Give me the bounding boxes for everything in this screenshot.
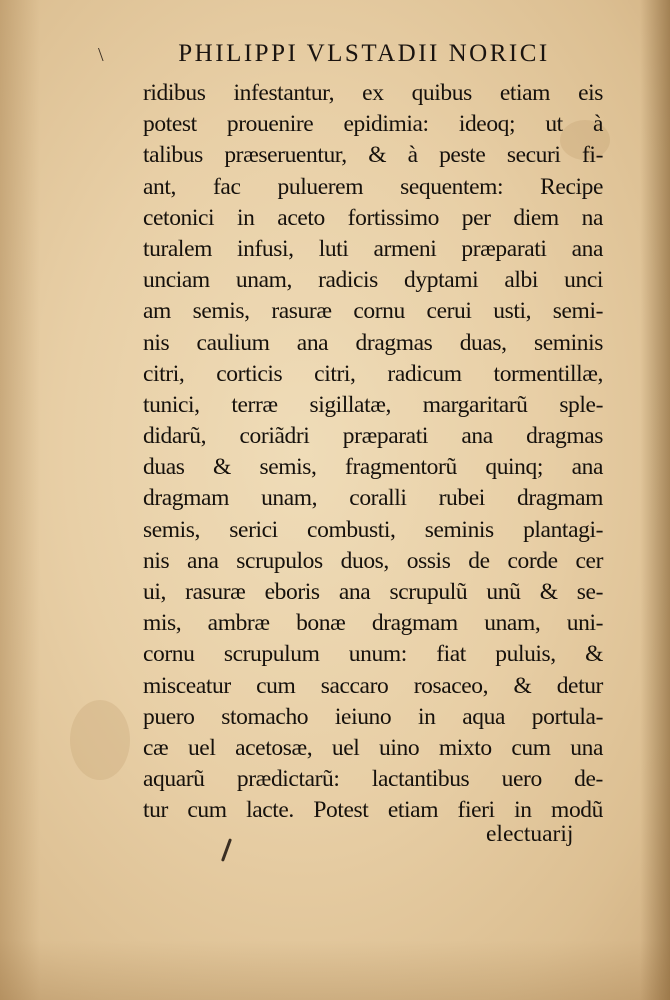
text-line: nis caulium ana dragmas duas, seminis [143,329,603,356]
text-line: duas & semis, fragmentorũ quinq; ana [143,454,603,481]
text-line: tur cum lacte. Potest etiam fieri in modũ [143,797,603,824]
text-line: potest prouenire epidimia: ideoq; ut à [143,111,603,138]
catchword: electuarij [486,821,574,847]
text-line: nis ana scrupulos duos, ossis de corde cer [143,547,603,574]
running-header: PHILIPPI VLSTADII NORICI [178,40,550,67]
text-line: misceatur cum saccaro rosaceo, & detur [143,672,603,699]
text-line: semis, serici combusti, seminis plantagi- [143,516,603,543]
ink-mark [221,838,232,862]
text-line: turalem infusi, luti armeni præparati ana [143,235,603,262]
text-line: ui, rasuræ eboris ana scrupulũ unũ & se- [143,579,603,605]
corner-mark: \ [98,44,104,66]
text-line: unciam unam, radicis dyptami albi unci [143,267,603,294]
text-line: cæ uel acetosæ, uel uino mixto cum una [143,734,603,761]
text-line: aquarũ prædictarũ: lactantibus uero de- [143,766,603,793]
text-line: citri, corticis citri, radicum tormentillæ, [143,360,603,387]
page-edge-shadow-left [0,0,40,1000]
text-line: didarũ, coriãdri præparati ana dragmas [143,423,603,450]
body-text [143,78,603,827]
text-line: ant, fac puluerem sequentem: Recipe [143,173,603,200]
text-line: dragmam unam, coralli rubei dragmam [143,485,603,512]
text-line: cetonici in aceto fortissimo per diem na [143,204,603,231]
page-edge-shadow-right [640,0,670,1000]
text-line: mis, ambræ bonæ dragmam unam, uni- [143,610,603,637]
text-line: puero stomacho ieiuno in aqua portula- [143,703,603,730]
text-line: tunici, terræ sigillatæ, margaritarũ sple- [143,391,603,418]
text-line: ridibus infestantur, ex quibus etiam eis [143,80,603,106]
text-line: am semis, rasuræ cornu cerui usti, semi- [143,298,603,325]
text-line: talibus præseruentur, & à peste securi fi- [143,142,603,169]
paper-stain [70,700,130,780]
page-edge-shadow-bottom [0,940,670,1000]
text-line: cornu scrupulum unum: fiat puluis, & [143,641,603,668]
